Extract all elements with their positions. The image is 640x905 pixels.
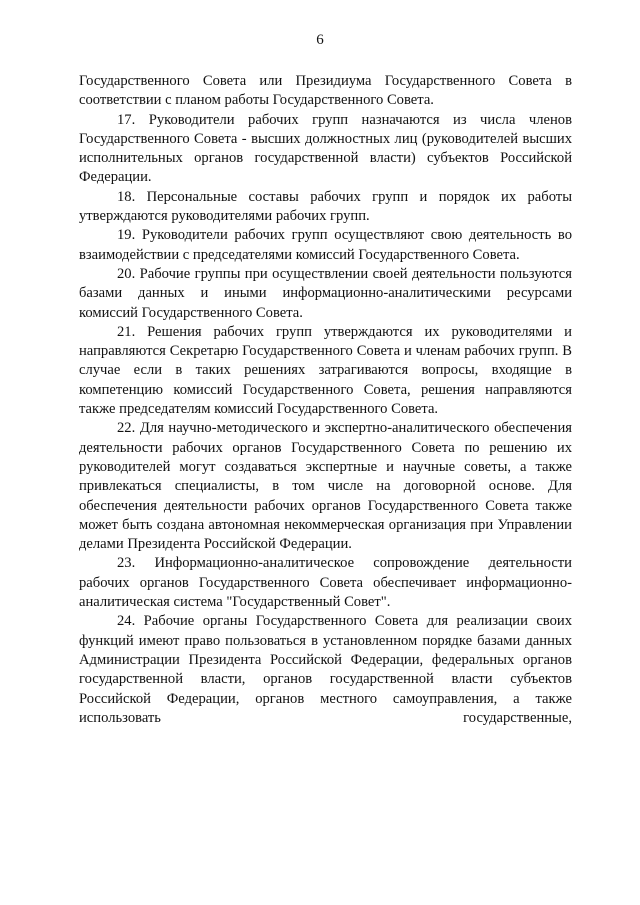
paragraph-18: 18. Персональные составы рабочих групп и порядок их работы утверждаются руководителями рабочих групп. bbox=[79, 188, 572, 225]
paragraph-22: 22. Для научно-методического и экспертно-аналитического обеспечения деятельности рабочих органов Государственного Совета по решению их руководителей могут создаваться экспертные и научные советы, а также привлекаться специалисты, в том числе на договорной основе. Для обеспечения деятельности рабочих органов Государственного Совета также может быть создана автономная некоммерческая организация при Управлении делами Президента Российской Федерации. bbox=[79, 420, 572, 553]
paragraph-20: 20. Рабочие группы при осуществлении своей деятельности пользуются базами данных и иными информационно-аналитическими ресурсами комиссий Государственного Совета. bbox=[79, 265, 572, 321]
paragraph-19: 19. Руководители рабочих групп осуществляют свою деятельность во взаимодействии с председателями комиссий Государственного Совета. bbox=[79, 227, 572, 263]
paragraph-continuation: Государственного Совета или Президиума Государственного Совета в соответствии с планом работы Государственного Совета. bbox=[79, 73, 572, 109]
paragraph-23: 23. Информационно-аналитическое сопровождение деятельности рабочих органов Государственного Совета обеспечивает информационно-аналитическая система "Государственный Совет". bbox=[79, 555, 572, 611]
paragraph-24: 24. Рабочие органы Государственного Совета для реализации своих функций имеют право пользоваться в установленном порядке базами данных Администрации Президента Российской Федерации, федеральных органов государственной власти, органов государственной власти субъектов Российской Федерации, органов местного самоуправления, а также использовать государственные, bbox=[79, 613, 572, 726]
paragraph-17: 17. Руководители рабочих групп назначаются из числа членов Государственного Совета - высших должностных лиц (руководителей высших исполнительных органов государственной власти) субъектов Российской Федерации. bbox=[79, 111, 572, 186]
paragraph-21: 21. Решения рабочих групп утверждаются их руководителями и направляются Секретарю Государственного Совета и членам рабочих групп. В случае если в таких решениях затрагиваются вопросы, входящие в компетенцию комиссий Государственного Совета, решения направляются также председателям комиссий Государственного Совета. bbox=[79, 323, 572, 418]
document-body bbox=[79, 72, 572, 728]
page-number: 6 bbox=[316, 32, 324, 48]
